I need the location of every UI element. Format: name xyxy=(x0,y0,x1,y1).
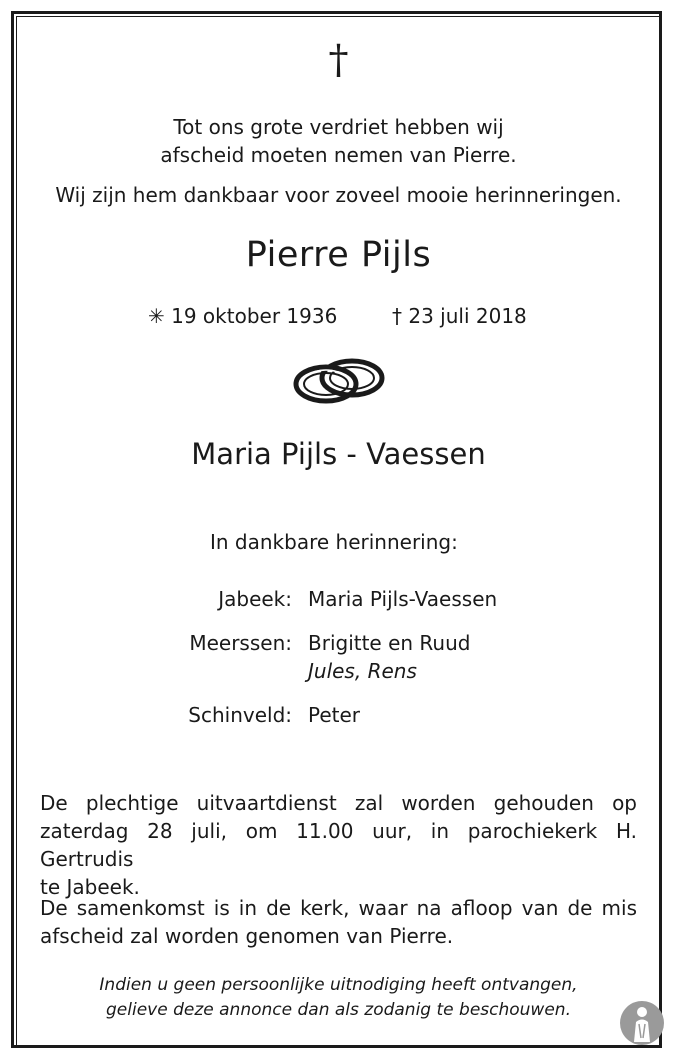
family-grandchildren: Jules, Rens xyxy=(308,659,417,683)
intro-text xyxy=(0,113,677,169)
footer-line-2: gelieve deze annonce dan als zodanig te beschouwen. xyxy=(106,1000,571,1020)
wedding-rings-icon xyxy=(292,356,386,406)
family-place: Jabeek: xyxy=(218,587,292,611)
mourning-figure-logo-icon xyxy=(618,998,666,1048)
footer-line-1: Indien u geen persoonlijke uitnodiging heeft ontvangen, xyxy=(99,975,578,995)
service-line-1: De plechtige uitvaartdienst zal worden gehouden op xyxy=(40,791,637,815)
birth-date: ✳ 19 oktober 1936 xyxy=(148,304,338,328)
gathering-paragraph xyxy=(40,894,637,950)
remembrance-heading: In dankbare herinnering: xyxy=(210,530,458,554)
footer-note xyxy=(0,973,677,1023)
service-paragraph xyxy=(40,789,637,901)
intro-line-2: afscheid moeten nemen van Pierre. xyxy=(160,143,517,167)
gathering-line-2: afscheid zal worden genomen van Pierre. xyxy=(40,924,454,948)
service-line-3: te Jabeek. xyxy=(40,875,140,899)
spouse-name: Maria Pijls - Vaessen xyxy=(191,437,486,471)
thanks-line: Wij zijn hem dankbaar voor zoveel mooie herinneringen. xyxy=(55,183,622,207)
family-place: Meerssen: xyxy=(189,631,292,655)
family-names: Maria Pijls-Vaessen xyxy=(308,587,498,611)
deceased-name: Pierre Pijls xyxy=(245,235,432,275)
family-names: Brigitte en Ruud xyxy=(308,631,471,655)
service-line-2: zaterdag 28 juli, om 11.00 uur, in parochiekerk H. Gertrudis xyxy=(40,819,637,871)
family-place: Schinveld: xyxy=(188,703,292,727)
gathering-line-1: De samenkomst is in de kerk, waar na afloop van de mis xyxy=(40,896,637,920)
intro-line-1: Tot ons grote verdriet hebben wij xyxy=(173,115,504,139)
family-names: Peter xyxy=(308,703,361,727)
death-date: † 23 juli 2018 xyxy=(392,304,527,328)
cross-symbol: † xyxy=(328,37,349,83)
